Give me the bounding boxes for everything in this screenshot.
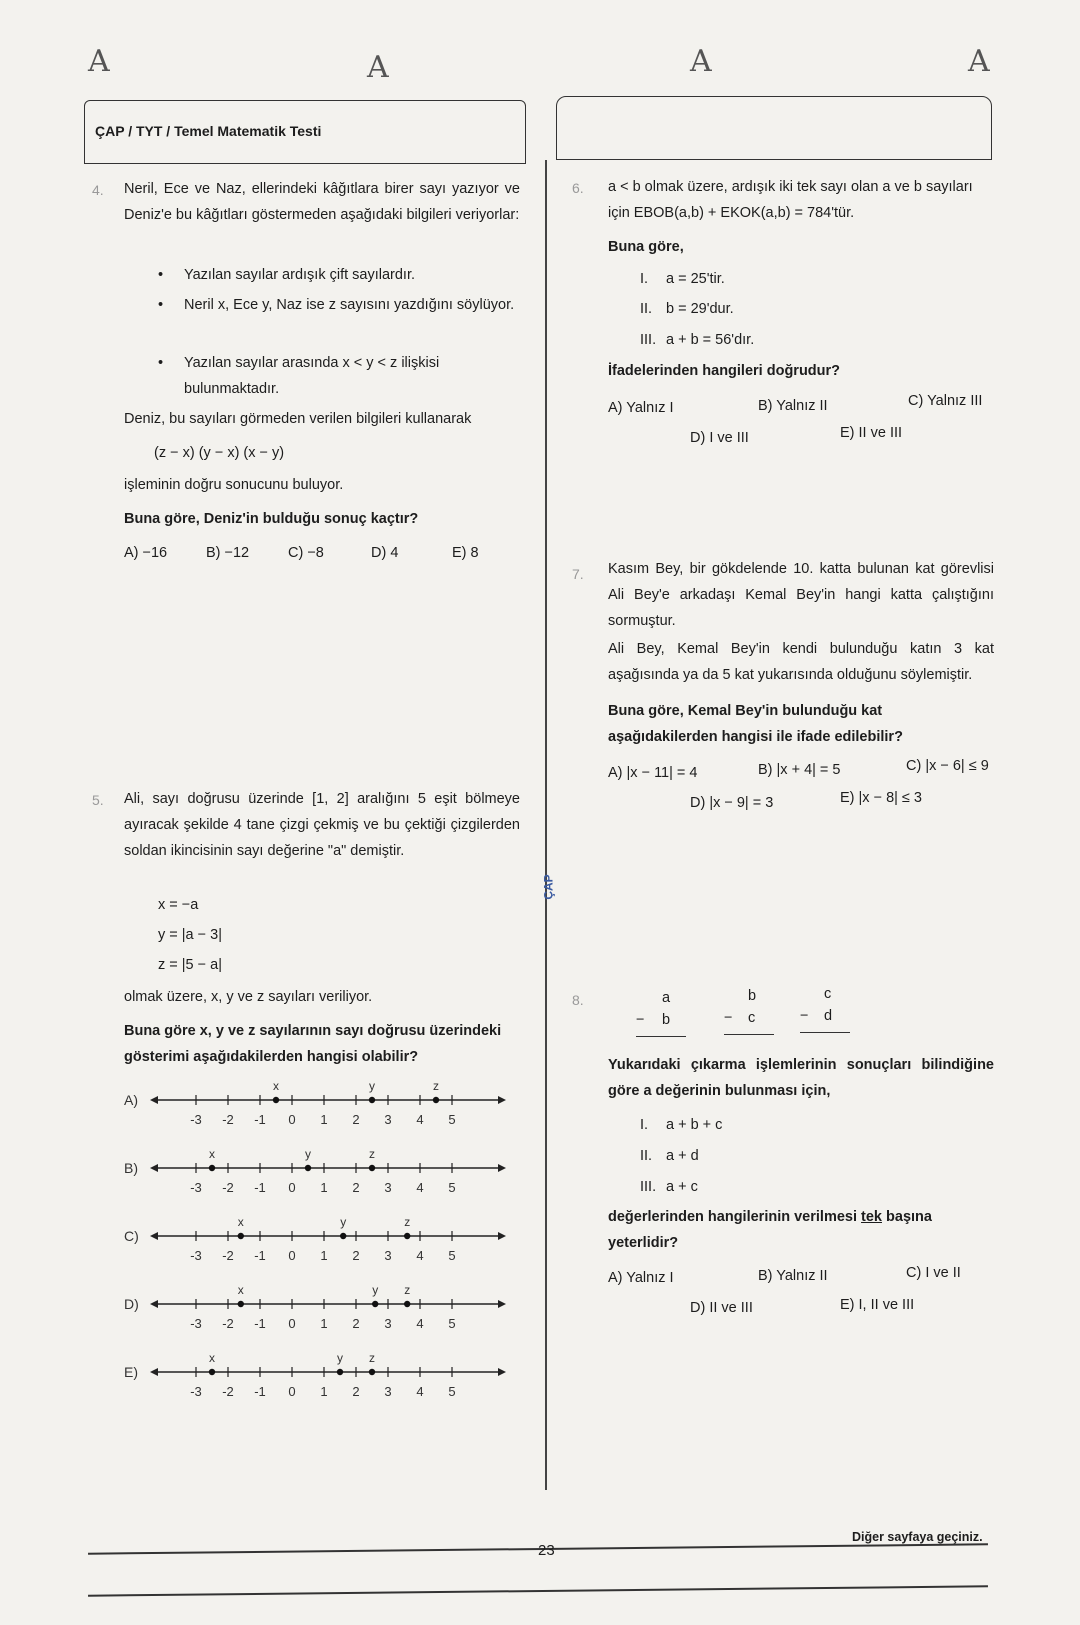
minus-sign: − <box>636 1012 645 1028</box>
test-title: ÇAP / TYT / Temel Matematik Testi <box>95 123 322 139</box>
answer-option-e[interactable]: E) I, II ve III <box>840 1297 915 1313</box>
q7-intro: Kasım Bey, bir gökdelende 10. katta bulunan kat görevlisi Ali Bey'e arkadaşı Kemal Bey'in hangi katta çalıştığını sormuştur. <box>608 561 994 629</box>
q5-line: olmak üzere, x, y ve z sayıları veriliyor. <box>124 989 373 1005</box>
option-label: B) <box>124 1160 138 1176</box>
point-label: x <box>237 1283 244 1297</box>
roman-numeral: II. <box>640 1148 653 1164</box>
answer-option-d[interactable]: D) |x − 9| = 3 <box>690 795 774 811</box>
answer-option-d[interactable]: D) II ve III <box>690 1300 753 1316</box>
arrow-left-icon <box>150 1232 158 1240</box>
q4-line2: işleminin doğru sonucunu buluyor. <box>124 477 344 493</box>
answer-option-e[interactable]: E) |x − 8| ≤ 3 <box>840 790 922 806</box>
tick-label: 3 <box>384 1180 392 1195</box>
q4-line1: Deniz, bu sayıları görmeden verilen bilgileri kullanarak <box>124 411 472 427</box>
option-label: E) <box>124 1364 138 1380</box>
answer-option-d[interactable]: D) 4 <box>371 545 399 561</box>
q5-equation: x = −a <box>158 897 199 913</box>
answer-option-a[interactable]: A) |x − 11| = 4 <box>608 765 698 781</box>
tick-label: 4 <box>416 1112 424 1127</box>
bullet-marker: • <box>158 297 164 313</box>
tick-label: 2 <box>352 1180 360 1195</box>
point-z <box>433 1097 439 1103</box>
point-z <box>369 1165 375 1171</box>
tick-label: -1 <box>254 1316 266 1331</box>
q8-intro: Yukarıdaki çıkarma işlemlerinin sonuçları bilindiğine göre a değerinin bulunması için, <box>608 1057 994 1099</box>
q8-statement: a + d <box>666 1148 699 1164</box>
page-number: 23 <box>538 1542 555 1559</box>
point-label: z <box>369 1351 375 1365</box>
tick-label: 2 <box>352 1112 360 1127</box>
point-label: x <box>209 1351 215 1365</box>
tick-label: 5 <box>448 1180 456 1195</box>
point-x <box>209 1165 215 1171</box>
point-z <box>369 1369 375 1375</box>
tick-label: 2 <box>352 1248 360 1263</box>
answer-option-c[interactable]: C) Yalnız III <box>908 393 983 409</box>
arrow-left-icon <box>150 1164 158 1172</box>
answer-option-a[interactable]: A) Yalnız I <box>608 400 674 416</box>
point-label: z <box>404 1283 411 1297</box>
roman-numeral: III. <box>640 332 657 348</box>
tick-label: -1 <box>254 1384 266 1399</box>
point-label: x <box>273 1079 279 1093</box>
answer-option-b[interactable]: B) Yalnız II <box>758 398 828 414</box>
tick-label: 3 <box>384 1316 392 1331</box>
tick-label: 5 <box>448 1316 456 1331</box>
q8-question-text: başına yeterlidir? <box>608 1209 932 1251</box>
answer-option-e[interactable]: E) II ve III <box>840 425 903 441</box>
minuend: a <box>662 990 671 1006</box>
point-z <box>404 1301 410 1307</box>
minus-sign: − <box>800 1008 809 1024</box>
tick-label: 1 <box>320 1112 328 1127</box>
bullet-marker: • <box>158 267 164 283</box>
answer-option-a[interactable]: A) −16 <box>124 545 168 561</box>
tick-label: 3 <box>384 1112 392 1127</box>
q6-question: İfadelerinden hangileri doğrudur? <box>608 363 841 379</box>
subtraction-1 <box>636 990 686 1037</box>
tick-label: 1 <box>320 1384 328 1399</box>
q6-statement: b = 29'dur. <box>666 301 734 317</box>
empty-header-box <box>556 96 992 160</box>
tick-label: -3 <box>190 1384 202 1399</box>
minus-sign: − <box>724 1010 733 1026</box>
point-y <box>305 1165 311 1171</box>
tick-label: -2 <box>222 1180 234 1195</box>
tick-label: 2 <box>352 1316 360 1331</box>
arrow-right-icon <box>498 1300 506 1308</box>
tick-label: -2 <box>222 1248 234 1263</box>
q8-question-text: değerlerinden hangilerinin verilmesi <box>608 1209 862 1225</box>
tick-label: 0 <box>288 1316 296 1331</box>
roman-numeral: I. <box>640 271 649 287</box>
tick-label: 5 <box>448 1384 456 1399</box>
booklet-letter: A <box>968 44 990 79</box>
booklet-letter: A <box>367 50 389 85</box>
tick-label: -3 <box>190 1112 202 1127</box>
point-x <box>273 1097 279 1103</box>
q5-equation: z = |5 − a| <box>158 957 222 973</box>
tick-label: 0 <box>288 1384 296 1399</box>
point-label: z <box>433 1079 439 1093</box>
q8-statement: a + b + c <box>666 1117 723 1133</box>
arrow-right-icon <box>498 1096 506 1104</box>
question-number: 5. <box>92 792 104 808</box>
tick-label: -2 <box>222 1316 234 1331</box>
option-label: D) <box>124 1296 139 1312</box>
tick-label: 2 <box>352 1384 360 1399</box>
point-y <box>340 1233 346 1239</box>
q6-statement: a = 25'tir. <box>666 271 725 287</box>
tick-label: -2 <box>222 1384 234 1399</box>
tick-label: 5 <box>448 1248 456 1263</box>
option-label: C) <box>124 1228 139 1244</box>
next-page-note: Diğer sayfaya geçiniz. <box>852 1530 983 1544</box>
q5-equation: y = |a − 3| <box>158 927 222 943</box>
q5-intro: Ali, sayı doğrusu üzerinde [1, 2] aralığını 5 eşit bölmeye ayıracak şekilde 4 tane çizgi çekmiş ve bu çektiği çizgilerden soldan ikincisinin sayı değerine "a" demiştir. <box>124 791 520 859</box>
booklet-letter: A <box>690 44 712 79</box>
tick-label: -2 <box>222 1112 234 1127</box>
question-number: 6. <box>572 180 584 196</box>
point-z <box>404 1233 410 1239</box>
tick-label: 4 <box>416 1248 424 1263</box>
answer-option-a[interactable]: A) Yalnız I <box>608 1270 674 1286</box>
tick-label: 0 <box>288 1248 296 1263</box>
q6-statement: a + b = 56'dır. <box>666 332 755 348</box>
q7-question: Buna göre, Kemal Bey'in bulunduğu kat aşağıdakilerden hangisi ile ifade edilebilir? <box>608 703 903 745</box>
tick-label: -3 <box>190 1180 202 1195</box>
q5-question: Buna göre x, y ve z sayılarının sayı doğrusu üzerindeki gösterimi aşağıdakilerden hangisi olabilir? <box>124 1023 502 1065</box>
minuend: c <box>824 986 832 1002</box>
option-label: A) <box>124 1092 138 1108</box>
point-x <box>209 1369 215 1375</box>
tick-label: 1 <box>320 1248 328 1263</box>
point-label: z <box>404 1215 411 1229</box>
bullet-marker: • <box>158 355 164 371</box>
tick-label: 4 <box>416 1384 424 1399</box>
tick-label: 0 <box>288 1112 296 1127</box>
question-number: 7. <box>572 566 584 582</box>
question-number: 8. <box>572 992 584 1008</box>
q7-paragraph: Ali Bey, Kemal Bey'in kendi bulunduğu katın 3 kat aşağısında ya da 5 kat yukarısında olduğunu söylemiştir. <box>608 641 994 683</box>
subtrahend: d <box>824 1008 833 1024</box>
answer-option-b[interactable]: B) Yalnız II <box>758 1268 828 1284</box>
subtraction-2 <box>724 988 774 1035</box>
q4-expression: (z − x) (y − x) (x − y) <box>154 445 285 461</box>
column-divider <box>545 160 547 1490</box>
roman-numeral: II. <box>640 301 653 317</box>
arrow-left-icon <box>150 1300 158 1308</box>
q4-question: Buna göre, Deniz'in bulduğu sonuç kaçtır? <box>124 511 419 527</box>
q4-bullet: Yazılan sayılar arasında x < y < z ilişkisi bulunmaktadır. <box>184 355 440 397</box>
q8-statement: a + c <box>666 1179 698 1195</box>
point-x <box>238 1301 244 1307</box>
point-label: y <box>369 1079 375 1093</box>
tick-label: -3 <box>190 1316 202 1331</box>
answer-option-b[interactable]: B) |x + 4| = 5 <box>758 762 841 778</box>
arrow-left-icon <box>150 1368 158 1376</box>
answer-option-e[interactable]: E) 8 <box>452 545 479 561</box>
tick-label: 4 <box>416 1180 424 1195</box>
tick-label: -3 <box>190 1248 202 1263</box>
answer-option-b[interactable]: B) −12 <box>206 545 250 561</box>
answer-option-d[interactable]: D) I ve III <box>690 430 749 446</box>
point-y <box>337 1369 343 1375</box>
point-label: z <box>369 1147 375 1161</box>
tick-label: 4 <box>416 1316 424 1331</box>
subtrahend: b <box>662 1012 671 1028</box>
minuend: b <box>748 988 757 1004</box>
q8-question <box>608 1204 994 1256</box>
point-label: y <box>305 1147 311 1161</box>
tick-label: 3 <box>384 1248 392 1263</box>
point-y <box>372 1301 378 1307</box>
tick-label: 3 <box>384 1384 392 1399</box>
tick-label: -1 <box>254 1180 266 1195</box>
q8-question-emphasis: tek <box>861 1209 882 1225</box>
question-number: 4. <box>92 182 104 198</box>
q6-intro: a < b olmak üzere, ardışık iki tek sayı olan a ve b sayıları için EBOB(a,b) + EKOK(a,b) = 784'tür. <box>608 179 973 221</box>
arrow-right-icon <box>498 1368 506 1376</box>
tick-label: -1 <box>254 1248 266 1263</box>
point-y <box>369 1097 375 1103</box>
point-x <box>238 1233 244 1239</box>
point-label: y <box>340 1215 347 1229</box>
point-label: y <box>372 1283 379 1297</box>
tick-label: 0 <box>288 1180 296 1195</box>
answer-option-c[interactable]: C) −8 <box>288 545 324 561</box>
q4-bullet: Yazılan sayılar ardışık çift sayılardır. <box>184 267 416 283</box>
subtrahend: c <box>748 1010 756 1026</box>
answer-option-c[interactable]: C) |x − 6| ≤ 9 <box>906 758 989 774</box>
arrow-right-icon <box>498 1232 506 1240</box>
tick-label: 1 <box>320 1316 328 1331</box>
roman-numeral: I. <box>640 1117 649 1133</box>
tick-label: 1 <box>320 1180 328 1195</box>
point-label: y <box>337 1351 343 1365</box>
arrow-right-icon <box>498 1164 506 1172</box>
q4-bullet: Neril x, Ece y, Naz ise z sayısını yazdığını söylüyor. <box>184 297 515 313</box>
q6-lead: Buna göre, <box>608 239 684 255</box>
point-label: x <box>209 1147 215 1161</box>
answer-option-c[interactable]: C) I ve II <box>906 1265 961 1281</box>
arrow-left-icon <box>150 1096 158 1104</box>
side-label: ÇAP <box>541 874 556 900</box>
roman-numeral: III. <box>640 1179 657 1195</box>
point-label: x <box>237 1215 244 1229</box>
subtraction-3 <box>800 986 850 1033</box>
booklet-letter: A <box>88 44 110 79</box>
q4-intro: Neril, Ece ve Naz, ellerindeki kâğıtlara birer sayı yazıyor ve Deniz'e bu kâğıtları göstermeden aşağıdaki bilgileri veriyorlar: <box>124 181 520 223</box>
tick-label: -1 <box>254 1112 266 1127</box>
tick-label: 5 <box>448 1112 456 1127</box>
